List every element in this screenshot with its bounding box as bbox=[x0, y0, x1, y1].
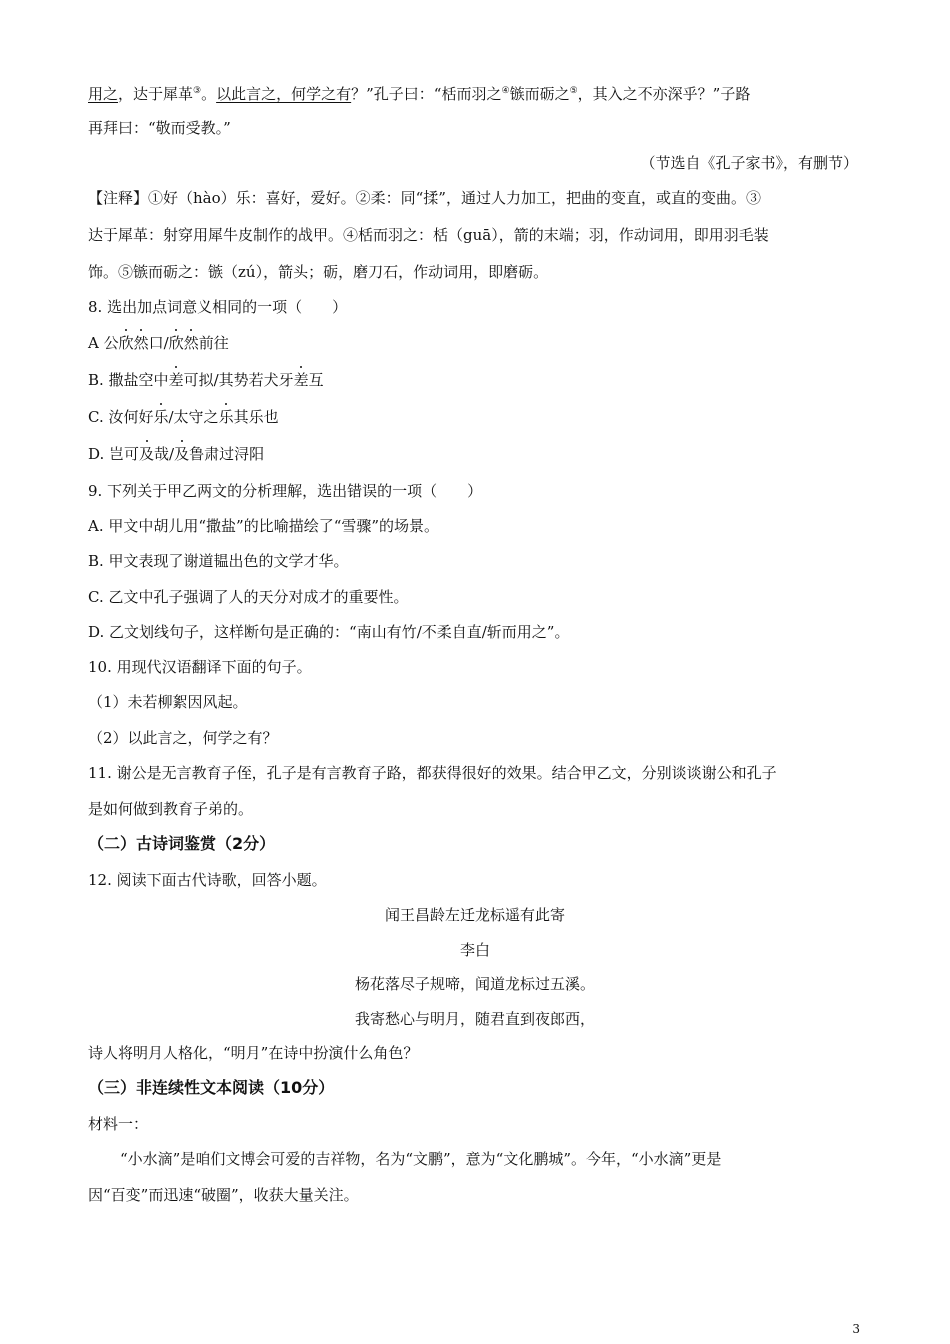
notes-line-3: 饰。⑤镞而砺之：镞（zú），箭头；砺，磨刀石，作动词用，即磨砺。 bbox=[88, 263, 549, 281]
dotted-word: 差 bbox=[168, 371, 184, 389]
notes-line-1: 【注释】①好（hào）乐：喜好，爱好。②柔：同“揉”，通过人力加工，把曲的变直，或直的变曲。③ bbox=[88, 189, 761, 207]
poem-line-1: 杨花落尽子规啼，闻道龙标过五溪。 bbox=[354, 975, 595, 993]
dotted-word: 乐 bbox=[153, 408, 169, 426]
question-11-line-1: 11. 谢公是无言教育子侄，孔子是有言教育子路，都获得很好的效果。结合甲乙文，分别谈谈谢公和孔子 bbox=[88, 764, 777, 782]
section-3-heading: （三）非连续性文本阅读（10分） bbox=[88, 1078, 335, 1097]
page-number: 3 bbox=[852, 1322, 860, 1336]
question-12-stem: 12. 阅读下面古代诗歌，回答小题。 bbox=[88, 871, 327, 889]
dotted-word: 乐 bbox=[218, 408, 234, 426]
dotted-word: 欣 bbox=[118, 334, 134, 352]
question-8-option-b[interactable]: B. 撒盐空中差可拟/其势若犬牙差互 bbox=[88, 371, 324, 389]
question-9-stem: 9. 下列关于甲乙两文的分析理解，选出错误的一项（ ） bbox=[88, 482, 483, 500]
dotted-word: 然 bbox=[133, 334, 149, 352]
poem-title: 闻王昌龄左迁龙标遥有此寄 bbox=[384, 906, 565, 924]
question-9-option-b[interactable]: B. 甲文表现了谢道韫出色的文学才华。 bbox=[88, 552, 349, 570]
dotted-word: 然 bbox=[183, 334, 199, 352]
underlined-text: 以此言之，何学之有 bbox=[216, 85, 352, 103]
passage-b-source: （节选自《孔子家书》，有删节） bbox=[640, 154, 858, 172]
question-10-sentence-1: （1）未若柳絮因风起。 bbox=[88, 693, 248, 711]
material-1-line-2: 因“百变”而迅速“破圈”，收获大量关注。 bbox=[88, 1186, 359, 1204]
poem-line-2: 我寄愁心与明月，随君直到夜郎西， bbox=[354, 1010, 595, 1028]
question-10-stem: 10. 用现代汉语翻译下面的句子。 bbox=[88, 658, 312, 676]
footnote-mark: ⑤ bbox=[569, 86, 578, 96]
dotted-word: 欣 bbox=[168, 334, 184, 352]
question-8-stem: 8. 选出加点词意义相同的一项（ ） bbox=[88, 298, 348, 316]
notes-line-2: 达于犀革：射穿用犀牛皮制作的战甲。④栝而羽之：栝（guā），箭的末端；羽，作动词用，即用羽毛装 bbox=[88, 226, 769, 244]
dotted-word: 差 bbox=[293, 371, 309, 389]
question-12-prompt: 诗人将明月人格化，“明月”在诗中扮演什么角色？ bbox=[88, 1044, 419, 1062]
question-8-option-d[interactable]: D. 岂可及哉/及鲁肃过浔阳 bbox=[88, 445, 265, 463]
question-9-option-d[interactable]: D. 乙文划线句子，这样断句是正确的：“南山有竹/不柔自直/斩而用之”。 bbox=[88, 623, 570, 641]
footnote-mark: ④ bbox=[501, 86, 510, 96]
material-1-label: 材料一： bbox=[88, 1115, 149, 1133]
question-8-option-a[interactable]: A 公欣然口/欣然前往 bbox=[88, 334, 229, 352]
material-1-line-1: “小水滴”是咱们文博会可爱的吉祥物，名为“文鹏”，意为“文化鹏城”。今年，“小水滴”更是 bbox=[120, 1150, 722, 1168]
poem-author: 李白 bbox=[459, 941, 490, 959]
question-8-option-c[interactable]: C. 汝何好乐/太守之乐其乐也 bbox=[88, 408, 279, 426]
passage-b-line-2: 再拜曰：“敬而受教。” bbox=[88, 119, 231, 137]
question-9-option-a[interactable]: A. 甲文中胡儿用“撒盐”的比喻描绘了“雪骤”的场景。 bbox=[88, 517, 440, 535]
dotted-word: 及 bbox=[174, 445, 190, 463]
dotted-word: 及 bbox=[139, 445, 155, 463]
section-2-heading: （二）古诗词鉴赏（2分） bbox=[88, 834, 276, 853]
underlined-text: 用之 bbox=[88, 85, 119, 103]
question-10-sentence-2: （2）以此言之，何学之有？ bbox=[88, 729, 278, 747]
passage-b-line-1: 用之，达于犀革③。以此言之，何学之有？”孔子曰：“栝而羽之④镞而砺之⑤，其入之不亦深乎？”子路 bbox=[88, 85, 751, 103]
question-9-option-c[interactable]: C. 乙文中孔子强调了人的天分对成才的重要性。 bbox=[88, 588, 409, 606]
footnote-mark: ③ bbox=[193, 86, 202, 96]
question-11-line-2: 是如何做到教育子弟的。 bbox=[88, 800, 254, 818]
